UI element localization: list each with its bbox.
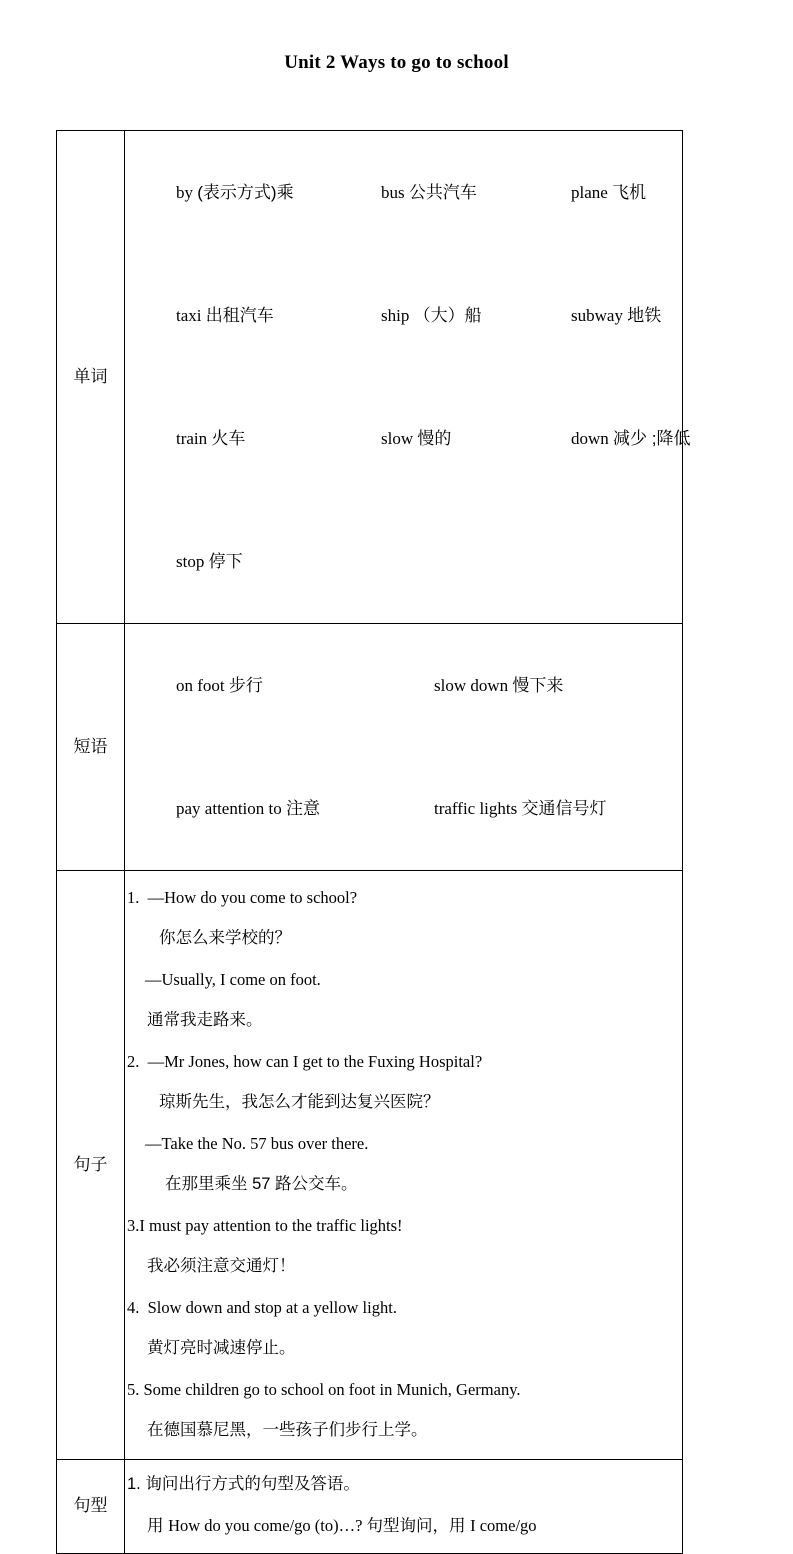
vocab-line bbox=[125, 254, 682, 377]
vocab-term: taxi bbox=[176, 306, 206, 325]
row-content-sentences bbox=[125, 871, 683, 1460]
vocab-gloss: 慢的 bbox=[417, 429, 452, 448]
table-row-phrases bbox=[57, 624, 683, 871]
vocab-entry bbox=[176, 541, 381, 582]
pattern-text: 1. 询问出行方式的句型及答语。 bbox=[127, 1475, 360, 1493]
vocab-gloss: 火车 bbox=[211, 429, 246, 448]
phrase-entry bbox=[176, 665, 434, 706]
sentence-line: 2. —Mr Jones, how can I get to the Fuxing Hospital? bbox=[127, 1052, 483, 1071]
vocab-line bbox=[125, 500, 682, 623]
vocab-line bbox=[125, 377, 691, 500]
vocab-entry bbox=[571, 295, 731, 336]
row-label-patterns bbox=[57, 1460, 125, 1554]
vocab-gloss: 地铁 bbox=[627, 306, 662, 325]
sentence-line: 在那里乘坐 57 路公交车。 bbox=[165, 1175, 358, 1193]
vocab-term: down bbox=[571, 429, 614, 448]
vocab-gloss: 停下 bbox=[208, 552, 243, 571]
phrase-gloss: 交通信号灯 bbox=[521, 799, 607, 818]
vocab-entry bbox=[176, 295, 381, 336]
vocab-term: ship bbox=[381, 306, 414, 325]
pattern-list bbox=[125, 1460, 682, 1553]
table-row-vocabulary bbox=[57, 131, 683, 624]
vocab-line bbox=[125, 131, 682, 254]
sentence-line: 你怎么来学校的？ bbox=[159, 929, 291, 947]
row-label-text: 句型 bbox=[73, 1496, 108, 1516]
vocab-gloss: （大）船 bbox=[413, 306, 482, 325]
vocab-entry bbox=[571, 172, 731, 213]
pattern-formula: How do you come/go (to)…? bbox=[168, 1516, 367, 1535]
sentence-line: 在德国慕尼黑，一些孩子们步行上学。 bbox=[147, 1421, 428, 1439]
sentence-list bbox=[125, 871, 682, 1459]
vocab-term: plane bbox=[571, 183, 613, 202]
sentence-line: —Take the No. 57 bus over there. bbox=[145, 1134, 369, 1153]
vocab-gloss: 出租汽车 bbox=[205, 306, 274, 325]
pattern-formula: I come/go bbox=[470, 1516, 537, 1535]
sentence-line: —Usually, I come on foot. bbox=[145, 970, 321, 989]
table-row-patterns bbox=[57, 1460, 683, 1554]
phrase-gloss: 步行 bbox=[228, 676, 263, 695]
phrase-entry bbox=[434, 788, 724, 829]
phrase-term: traffic lights bbox=[434, 799, 522, 818]
pattern-text: 句型询问，用 bbox=[366, 1517, 471, 1535]
table-row-sentences bbox=[57, 871, 683, 1460]
unit-notes-table bbox=[56, 130, 691, 1554]
pattern-line bbox=[125, 1464, 682, 1505]
row-label-vocabulary bbox=[57, 131, 125, 624]
sentence-line: 我必须注意交通灯！ bbox=[147, 1257, 296, 1275]
row-label-text: 单词 bbox=[73, 366, 108, 386]
pattern-line bbox=[125, 1505, 682, 1547]
vocab-term: stop bbox=[176, 552, 209, 571]
row-label-text: 短语 bbox=[73, 736, 108, 756]
vocab-gloss: 减少 ;降低 bbox=[613, 429, 691, 448]
vocab-gloss: 飞机 bbox=[612, 183, 647, 202]
pattern-text: 用 bbox=[147, 1517, 169, 1535]
vocab-entry bbox=[381, 418, 571, 459]
vocab-entry bbox=[176, 172, 381, 213]
vocab-entry bbox=[381, 295, 571, 336]
vocab-entry bbox=[176, 418, 381, 459]
phrase-line bbox=[125, 747, 682, 870]
vocab-entry bbox=[571, 418, 731, 459]
sentence-line: 3.I must pay attention to the traffic lights! bbox=[127, 1216, 403, 1235]
phrase-term: slow down bbox=[434, 676, 513, 695]
vocab-term: slow bbox=[381, 429, 418, 448]
sentence-line: 5. Some children go to school on foot in Munich, Germany. bbox=[127, 1380, 521, 1399]
row-label-text: 句子 bbox=[73, 1154, 108, 1174]
phrase-entry bbox=[434, 665, 724, 706]
row-content-phrases bbox=[125, 624, 683, 871]
vocab-term: subway bbox=[571, 306, 628, 325]
vocab-term: by bbox=[176, 183, 198, 202]
phrase-gloss: 慢下来 bbox=[512, 676, 564, 695]
row-label-sentences bbox=[57, 871, 125, 1460]
vocab-entry bbox=[381, 172, 571, 213]
phrase-line bbox=[125, 624, 682, 747]
phrase-entry bbox=[176, 788, 434, 829]
sentence-line: 琼斯先生，我怎么才能到达复兴医院？ bbox=[159, 1093, 440, 1111]
page-title: Unit 2 Ways to go to school bbox=[284, 52, 509, 73]
sentence-line: 1. —How do you come to school? bbox=[127, 888, 358, 907]
sentence-line: 通常我走路来。 bbox=[147, 1011, 263, 1029]
phrase-term: on foot bbox=[176, 676, 229, 695]
vocab-gloss: (表示方式)乘 bbox=[197, 183, 294, 202]
phrase-gloss: 注意 bbox=[286, 799, 321, 818]
phrase-term: pay attention to bbox=[176, 799, 287, 818]
vocab-term: bus bbox=[381, 183, 409, 202]
sentence-line: 黄灯亮时减速停止。 bbox=[147, 1339, 296, 1357]
row-label-phrases bbox=[57, 624, 125, 871]
sentence-line: 4. Slow down and stop at a yellow light. bbox=[127, 1298, 397, 1317]
vocab-term: train bbox=[176, 429, 212, 448]
row-content-patterns bbox=[125, 1460, 683, 1554]
row-content-vocabulary bbox=[125, 131, 691, 624]
vocab-gloss: 公共汽车 bbox=[408, 183, 477, 202]
